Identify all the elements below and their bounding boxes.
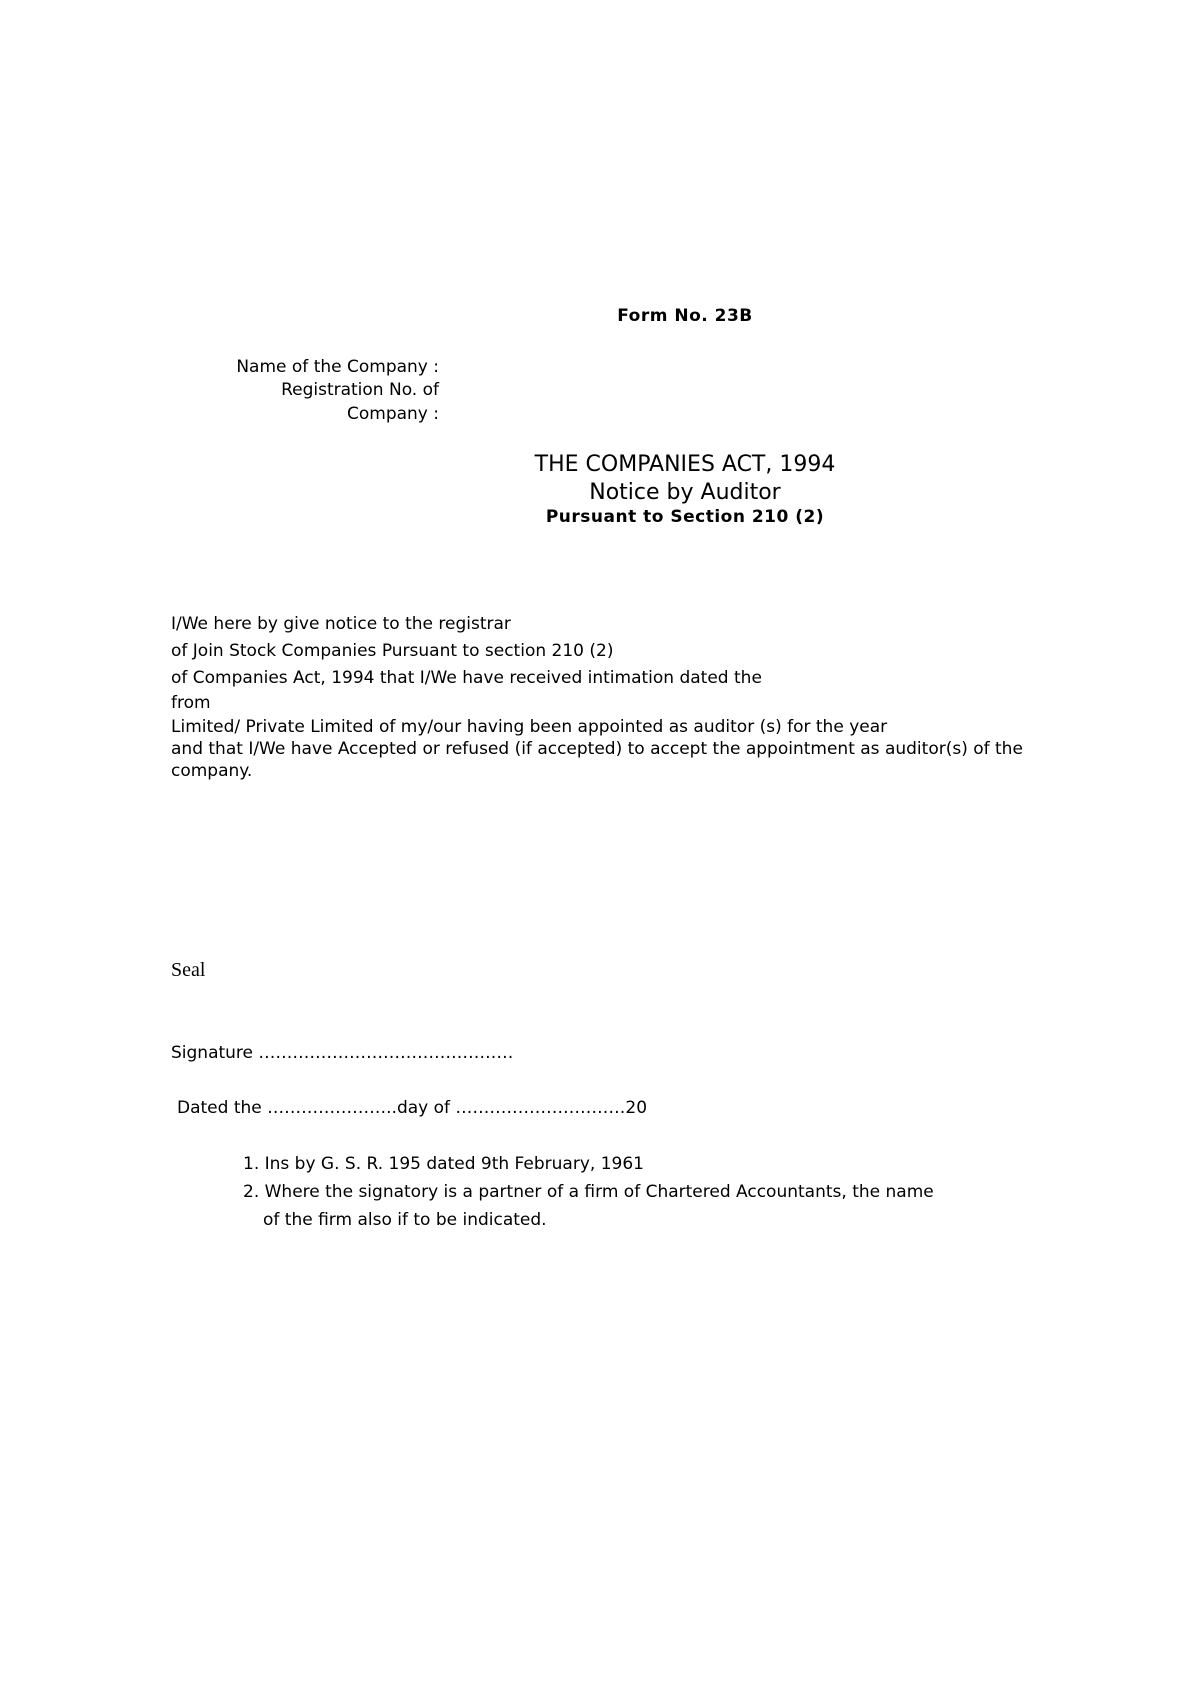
footnote-2: 2. Where the signatory is a partner of a firm of Chartered Accountants, the name xyxy=(243,1182,934,1202)
body-line: of Join Stock Companies Pursuant to section 210 (2) xyxy=(171,641,614,661)
form-number: Form No. 23B xyxy=(617,306,753,326)
dated-line: Dated the …………………..day of …………………………20 xyxy=(177,1098,648,1118)
registration-label-line1: Registration No. of xyxy=(281,380,439,400)
body-line: and that I/We have Accepted or refused (if accepted) to accept the appointment as auditor(s) of the xyxy=(171,739,1023,759)
company-name-label: Name of the Company : xyxy=(236,357,439,377)
seal-label: Seal xyxy=(171,959,206,981)
body-line: of Companies Act, 1994 that I/We have received intimation dated the xyxy=(171,668,762,688)
body-line: Limited/ Private Limited of my/our having been appointed as auditor (s) for the year xyxy=(171,717,888,737)
registration-label-line2: Company : xyxy=(346,404,439,424)
section-subtitle: Pursuant to Section 210 (2) xyxy=(545,507,825,527)
signature-line: Signature ……………………………………… xyxy=(171,1043,514,1063)
footnote-2-continued: of the firm also if to be indicated. xyxy=(263,1210,547,1230)
footnote-1: 1. Ins by G. S. R. 195 dated 9th February, 1961 xyxy=(243,1154,644,1174)
act-title: THE COMPANIES ACT, 1994 xyxy=(534,452,836,477)
body-line: I/We here by give notice to the registrar xyxy=(171,614,511,634)
body-line: company. xyxy=(171,761,253,781)
notice-title: Notice by Auditor xyxy=(589,480,781,505)
body-line: from xyxy=(171,693,211,713)
